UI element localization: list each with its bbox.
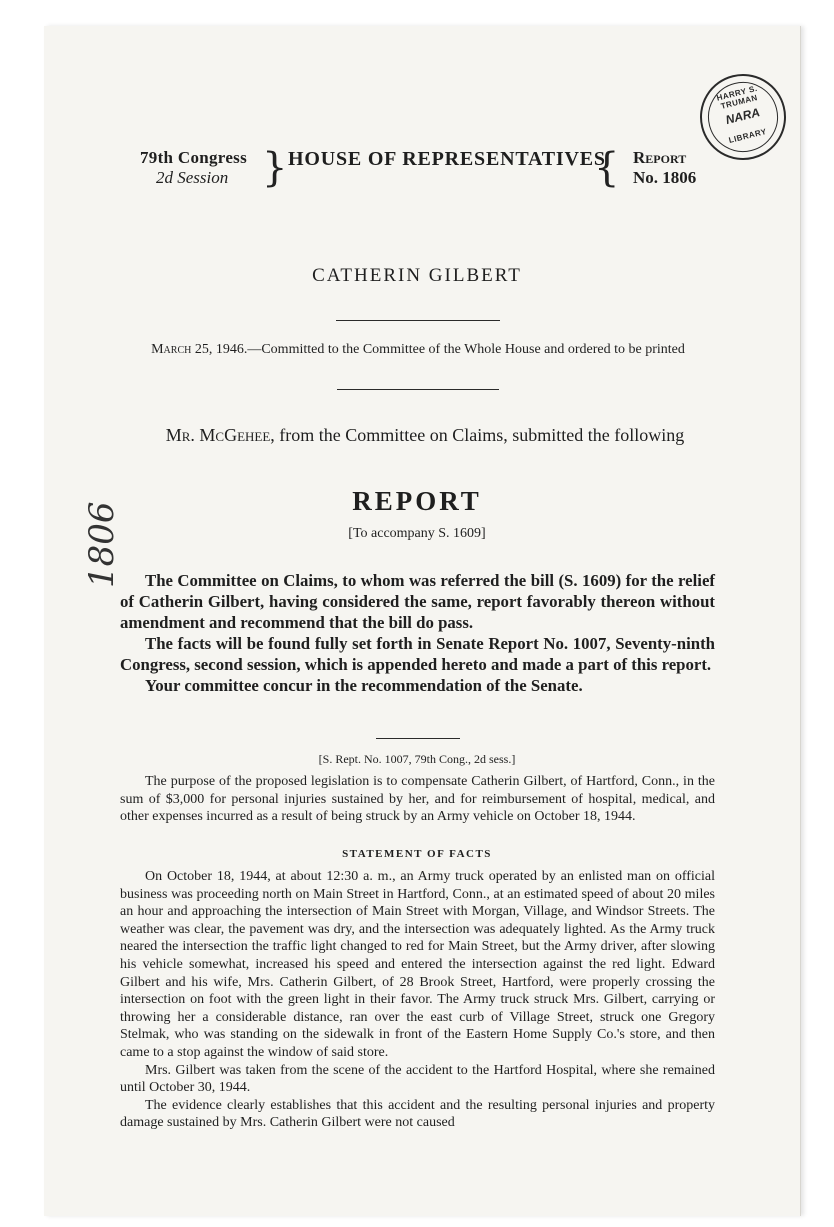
- divider-rule: [376, 738, 460, 739]
- congress-label: 79th Congress: [140, 148, 248, 167]
- divider-rule: [337, 389, 499, 390]
- seal-top-text: HARRY S. TRUMAN: [715, 83, 759, 111]
- committed-date: March 25, 1946.: [151, 342, 248, 357]
- right-brace-glyph: {: [594, 145, 620, 191]
- seal-middle-text: NARA: [724, 105, 762, 128]
- seal-bottom-text: LIBRARY: [727, 126, 768, 145]
- handwritten-report-number: [82, 548, 122, 588]
- paragraph: Your committee concur in the recommendation of the Senate.: [145, 676, 583, 695]
- purpose-section: [120, 773, 715, 826]
- claimant-title: CATHERIN GILBERT: [312, 265, 522, 286]
- report-number: No. 1806: [633, 168, 697, 187]
- session-label: 2d Session: [156, 168, 229, 187]
- facts-section: [120, 868, 715, 1132]
- committed-text: —Committed to the Committee of the Whole House and ordered to be printed: [247, 342, 685, 357]
- submitted-text: , from the Committee on Claims, submitted the following: [270, 425, 685, 445]
- chamber-title: HOUSE OF REPRESENTATIVES: [288, 148, 606, 170]
- paragraph: The purpose of the proposed legislation is to compensate Catherin Gilbert, of Hartford, Conn., in the sum of $3,000 for personal injuries sustained by her, and for reimbursement of hospital, medical, and other expenses incurred as a result of being struck by an Army vehicle on October 18, 1944.: [120, 774, 715, 825]
- paragraph: On October 18, 1944, at about 12:30 a. m., an Army truck operated by an enlisted man on official business was proceeding north on Main Street in Hartford, Conn., at an estimated speed of about 20 miles an hour and approaching the intersection of Main Street with Morgan, Village, and Windsor Streets. The weather was clear, the pavement was dry, and the intersection was adequately lighted. As the Army truck neared the intersection the traffic light changed to red for Main Street, but the Army driver, after slowing his vehicle somewhat, increased his speed and entered the intersection against the red light. Edward Gilbert and his wife, Mrs. Catherin Gilbert, of 28 Brook Street, Hartford, were properly crossing the intersection on foot with the green light in their favor. The Army truck struck Mrs. Gilbert, carrying or throwing her a considerable distance, ran over the east curb of Village Street, struck one Gregory Stelmak, who was standing on the sidewalk in front of the Eastern Home Supply Co.'s store, and then came to a stop against the window of said store.: [120, 869, 715, 1060]
- statement-of-facts-heading: STATEMENT OF FACTS: [342, 848, 492, 860]
- committee-statement: [120, 570, 715, 696]
- divider-rule: [336, 320, 500, 321]
- report-label: Report: [633, 148, 687, 167]
- paragraph: The facts will be found fully set forth in Senate Report No. 1007, Seventy-ninth Congress, second session, which is appended hereto and made a part of this report.: [120, 634, 715, 674]
- accompany-bill-note: [To accompany S. 1609]: [348, 526, 486, 541]
- member-name: Mr. McGehee: [165, 425, 271, 445]
- senate-report-reference: [S. Rept. No. 1007, 79th Cong., 2d sess.]: [318, 752, 516, 766]
- report-header: [140, 145, 710, 194]
- paragraph: Mrs. Gilbert was taken from the scene of the accident to the Hartford Hospital, where she remained until October 30, 1944.: [120, 1062, 715, 1096]
- congress-session-block: [140, 148, 247, 188]
- report-heading: REPORT: [352, 486, 482, 516]
- paragraph: The evidence clearly establishes that this accident and the resulting personal injuries and property damage sustained by Mrs. Catherin Gilbert were not caused: [120, 1097, 715, 1131]
- left-brace-glyph: }: [262, 145, 288, 191]
- paragraph: The Committee on Claims, to whom was referred the bill (S. 1609) for the relief of Catherin Gilbert, having considered the same, report favorably thereon without amendment and recommend that the bill do pass.: [120, 571, 715, 632]
- report-number-block: [633, 148, 696, 188]
- committed-date-line: [120, 340, 716, 359]
- submitted-by-line: [130, 424, 720, 446]
